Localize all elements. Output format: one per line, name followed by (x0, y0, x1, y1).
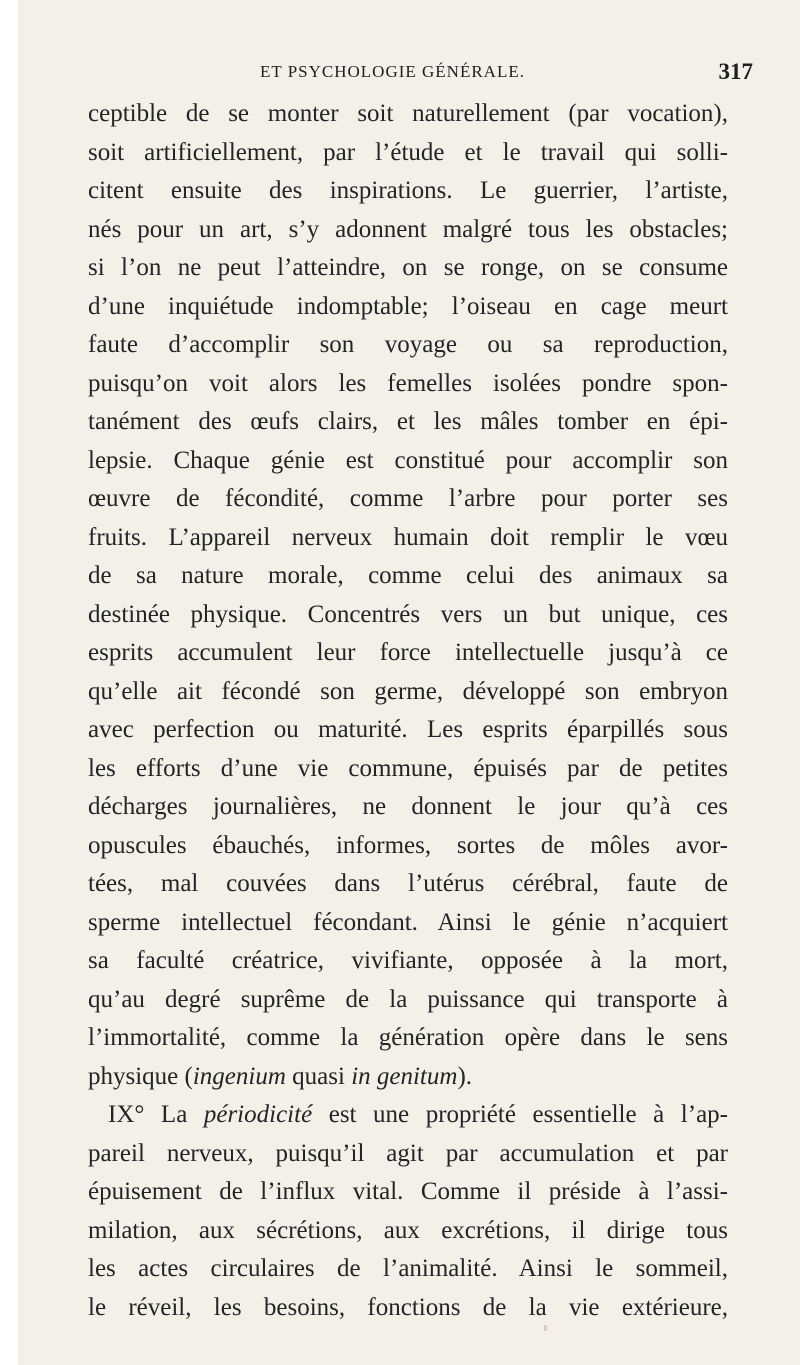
text-line: tées, mal couvées dans l’utérus cérébral, faute de (88, 870, 728, 897)
text-fragment: quasi (285, 1062, 352, 1090)
text-line: destinée physique. Concentrés vers un but unique, ces (88, 600, 728, 628)
text-fragment: ). (457, 1062, 473, 1090)
text-line: nés pour un art, s’y adonnent malgré tous les obstacles; (88, 215, 728, 243)
text-line: qu’au degré suprême de la puissance qui transporte à (88, 985, 728, 1013)
text-line: si l’on ne peut l’atteindre, on se ronge, on se consume (88, 254, 728, 281)
text-line: tanément des œufs clairs, et les mâles tomber en épi- (88, 408, 728, 435)
text-fragment: IX° La (108, 1101, 204, 1128)
text-fragment: est une propriété essentielle à l’ap- (312, 1101, 728, 1128)
text-line: l’immortalité, comme la génération opère dans le sens (88, 1024, 728, 1051)
paper-speck (544, 1325, 547, 1331)
text-line: soit artificiellement, par l’étude et le travail qui solli- (88, 138, 728, 166)
text-line: décharges journalières, ne donnent le jour qu’à ces (88, 793, 728, 820)
text-line: de sa nature morale, comme celui des animaux sa (88, 562, 728, 589)
text-fragment: physique ( (88, 1062, 193, 1090)
section-ix-heading-line (88, 1096, 728, 1135)
italic-word: ingenium (192, 1062, 286, 1090)
italic-term: périodicité (203, 1101, 313, 1128)
text-line: avec perfection ou maturité. Les esprits éparpillés sous (88, 716, 728, 743)
text-line: lepsie. Chaque génie est constitué pour accomplir son (88, 446, 728, 474)
text-line: esprits accumulent leur force intellectuelle jusqu’à ce (88, 639, 728, 666)
text-line: épuisement de l’influx vital. Comme il préside à l’assi- (88, 1178, 728, 1205)
text-line: les efforts d’une vie commune, épuisés par de petites (88, 754, 728, 782)
text-line: puisqu’on voit alors les femelles isolées pondre spon- (88, 369, 728, 397)
text-line: sperme intellectuel fécondant. Ainsi le génie n’acquiert (88, 908, 728, 936)
page-header (88, 59, 753, 90)
running-title: ET PSYCHOLOGIE GÉNÉRALE. (260, 62, 525, 81)
text-line: œuvre de fécondité, comme l’arbre pour porter ses (88, 485, 728, 512)
text-line-with-latin-wordplay (88, 1058, 728, 1097)
text-line: qu’elle ait fécondé son germe, développé son embryon (88, 677, 728, 705)
body-text (88, 95, 728, 1327)
italic-word: in genitum (351, 1062, 458, 1090)
text-line: d’une inquiétude indomptable; l’oiseau en cage meurt (88, 292, 728, 320)
page-number: 317 (718, 59, 753, 84)
text-line: citent ensuite des inspirations. Le guerrier, l’artiste, (88, 177, 728, 204)
text-line: pareil nerveux, puisqu’il agit par accumulation et par (88, 1139, 728, 1167)
text-line: le réveil, les besoins, fonctions de la vie extérieure, (88, 1293, 728, 1321)
text-line: opuscules ébauchés, informes, sortes de môles avor- (88, 831, 728, 859)
text-line: sa faculté créatrice, vivifiante, opposée à la mort, (88, 947, 728, 974)
text-line: milation, aux sécrétions, aux excrétions, il dirige tous (88, 1216, 728, 1244)
text-line: les actes circulaires de l’animalité. Ainsi le sommeil, (88, 1255, 728, 1282)
text-line: ceptible de se monter soit naturellement (par vocation), (88, 100, 728, 127)
text-line: fruits. L’appareil nerveux humain doit remplir le vœu (88, 523, 728, 551)
text-line: faute d’accomplir son voyage ou sa reproduction, (88, 331, 728, 358)
